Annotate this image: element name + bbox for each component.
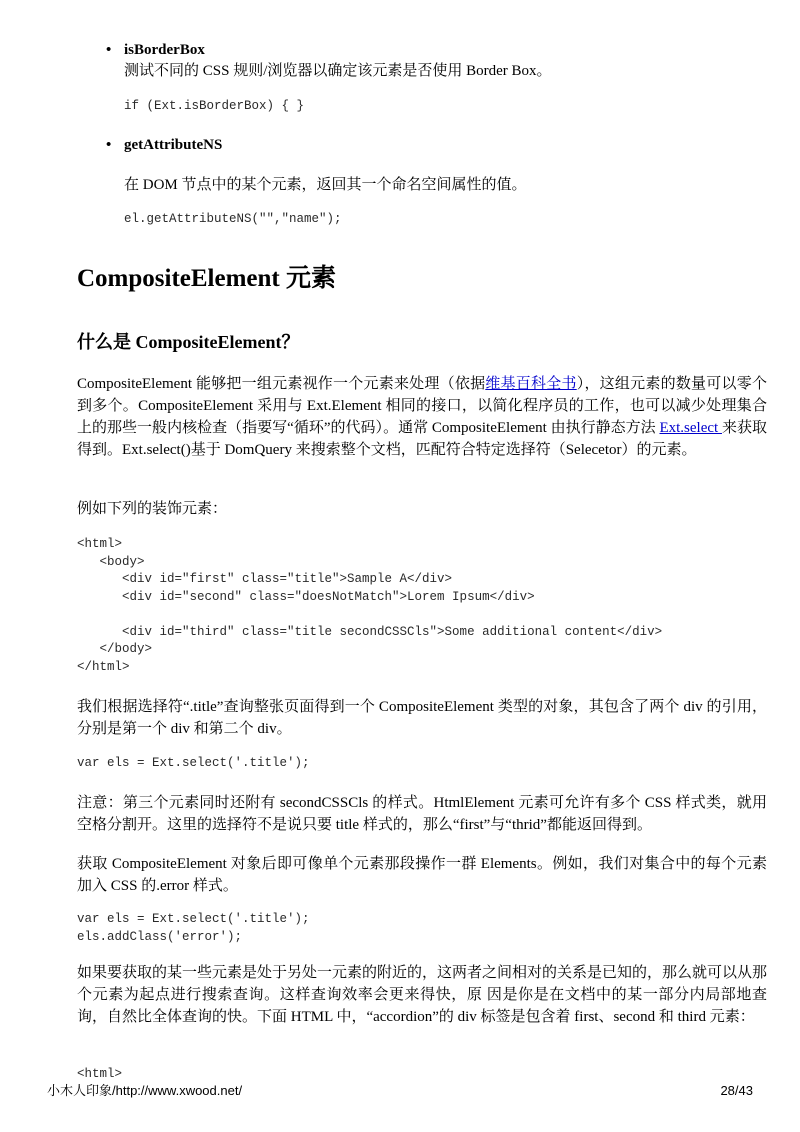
- bullet-description: 测试不同的 CSS 规则/浏览器以确定该元素是否使用 Border Box。: [124, 63, 552, 79]
- bullet-item-getattributens: [106, 135, 222, 155]
- code-block-html: <html> <body> <div id="first" class="title">Sample A</div> <div id="second" class="doesNotMatch">Lorem Ipsum</div> <div id="third" class="title secondCSSCls">Some additional content</div> </body> </html>: [77, 537, 663, 674]
- code-snippet: el.getAttributeNS("","name");: [124, 212, 342, 226]
- footer-page-number: 28/43: [720, 1083, 753, 1098]
- bullet-dot: •: [106, 42, 112, 58]
- text-run: ），这组元素的数量可以零个到多个。CompositeElement 采用与 Ext.Element 相同的接口，以简化程序员的工作，也可以减少处理集合上的那些一般内核检查（指要写“循环”的代码）。通常 CompositeElement 由执行静态方法: [77, 376, 767, 436]
- bullet-item-isborderbox: [106, 40, 205, 60]
- code-block-addclass: var els = Ext.select('.title'); els.addClass('error');: [77, 912, 310, 944]
- text-run: CompositeElement 能够把一组元素视作一个元素来处理（依据: [77, 376, 486, 392]
- paragraph-addclass: 获取 CompositeElement 对象后即可像单个元素那段操作一群 Elements。例如，我们对集合中的每个元素加入 CSS 的.error 样式。: [77, 856, 767, 894]
- subsection-heading: 什么是 CompositeElement？: [77, 332, 300, 352]
- bullet-description: 在 DOM 节点中的某个元素，返回其一个命名空间属性的值。: [124, 177, 527, 193]
- link-ext-select[interactable]: Ext.select: [659, 420, 722, 436]
- link-wikipedia[interactable]: 维基百科全书: [485, 376, 577, 392]
- paragraph-example: 例如下列的装饰元素：: [77, 501, 228, 517]
- section-heading: CompositeElement 元素: [77, 265, 336, 292]
- footer-site: 小木人印象/http://www.xwood.net/: [47, 1083, 243, 1098]
- bullet-title: getAttributeNS: [124, 137, 223, 153]
- paragraph-title-selector: 我们根据选择符“.title”查询整张页面得到一个 CompositeElement 类型的对象，其包含了两个 div 的引用，分别是第一个 div 和第二个 div。: [77, 699, 767, 737]
- code-snippet: if (Ext.isBorderBox) { }: [124, 99, 305, 113]
- paragraph-relative-query: 如果要获取的某一些元素是处于另处一元素的附近的，这两者之间相对的关系是已知的，那么就可以从那个元素为起点进行搜索查询。这样查询效率会更来得快，原 因是你是在文档中的某一部分内局部地查询，自然比全体查询的快。下面 HTML 中，“accordion”的 div 标签是包含着 first、second 和 third 元素：: [77, 965, 768, 1025]
- code-block-select: var els = Ext.select('.title');: [77, 756, 310, 770]
- paragraph-note: 注意：第三个元素同时还附有 secondCSSCls 的样式。HtmlElement 元素可允许有多个 CSS 样式类，就用空格分割开。这里的选择符不是说只要 title 样式的，那么“first”与“thrid”都能返回得到。: [77, 795, 767, 833]
- bullet-dot: •: [106, 137, 112, 153]
- text-run: 来获取得到。Ext.select()基于 DomQuery 来搜索整个文档，匹配符合特定选择符（Selecetor）的元素。: [77, 420, 767, 458]
- code-block-tail: <html>: [77, 1067, 123, 1081]
- bullet-title: isBorderBox: [124, 42, 205, 58]
- paragraph-intro: [77, 373, 767, 461]
